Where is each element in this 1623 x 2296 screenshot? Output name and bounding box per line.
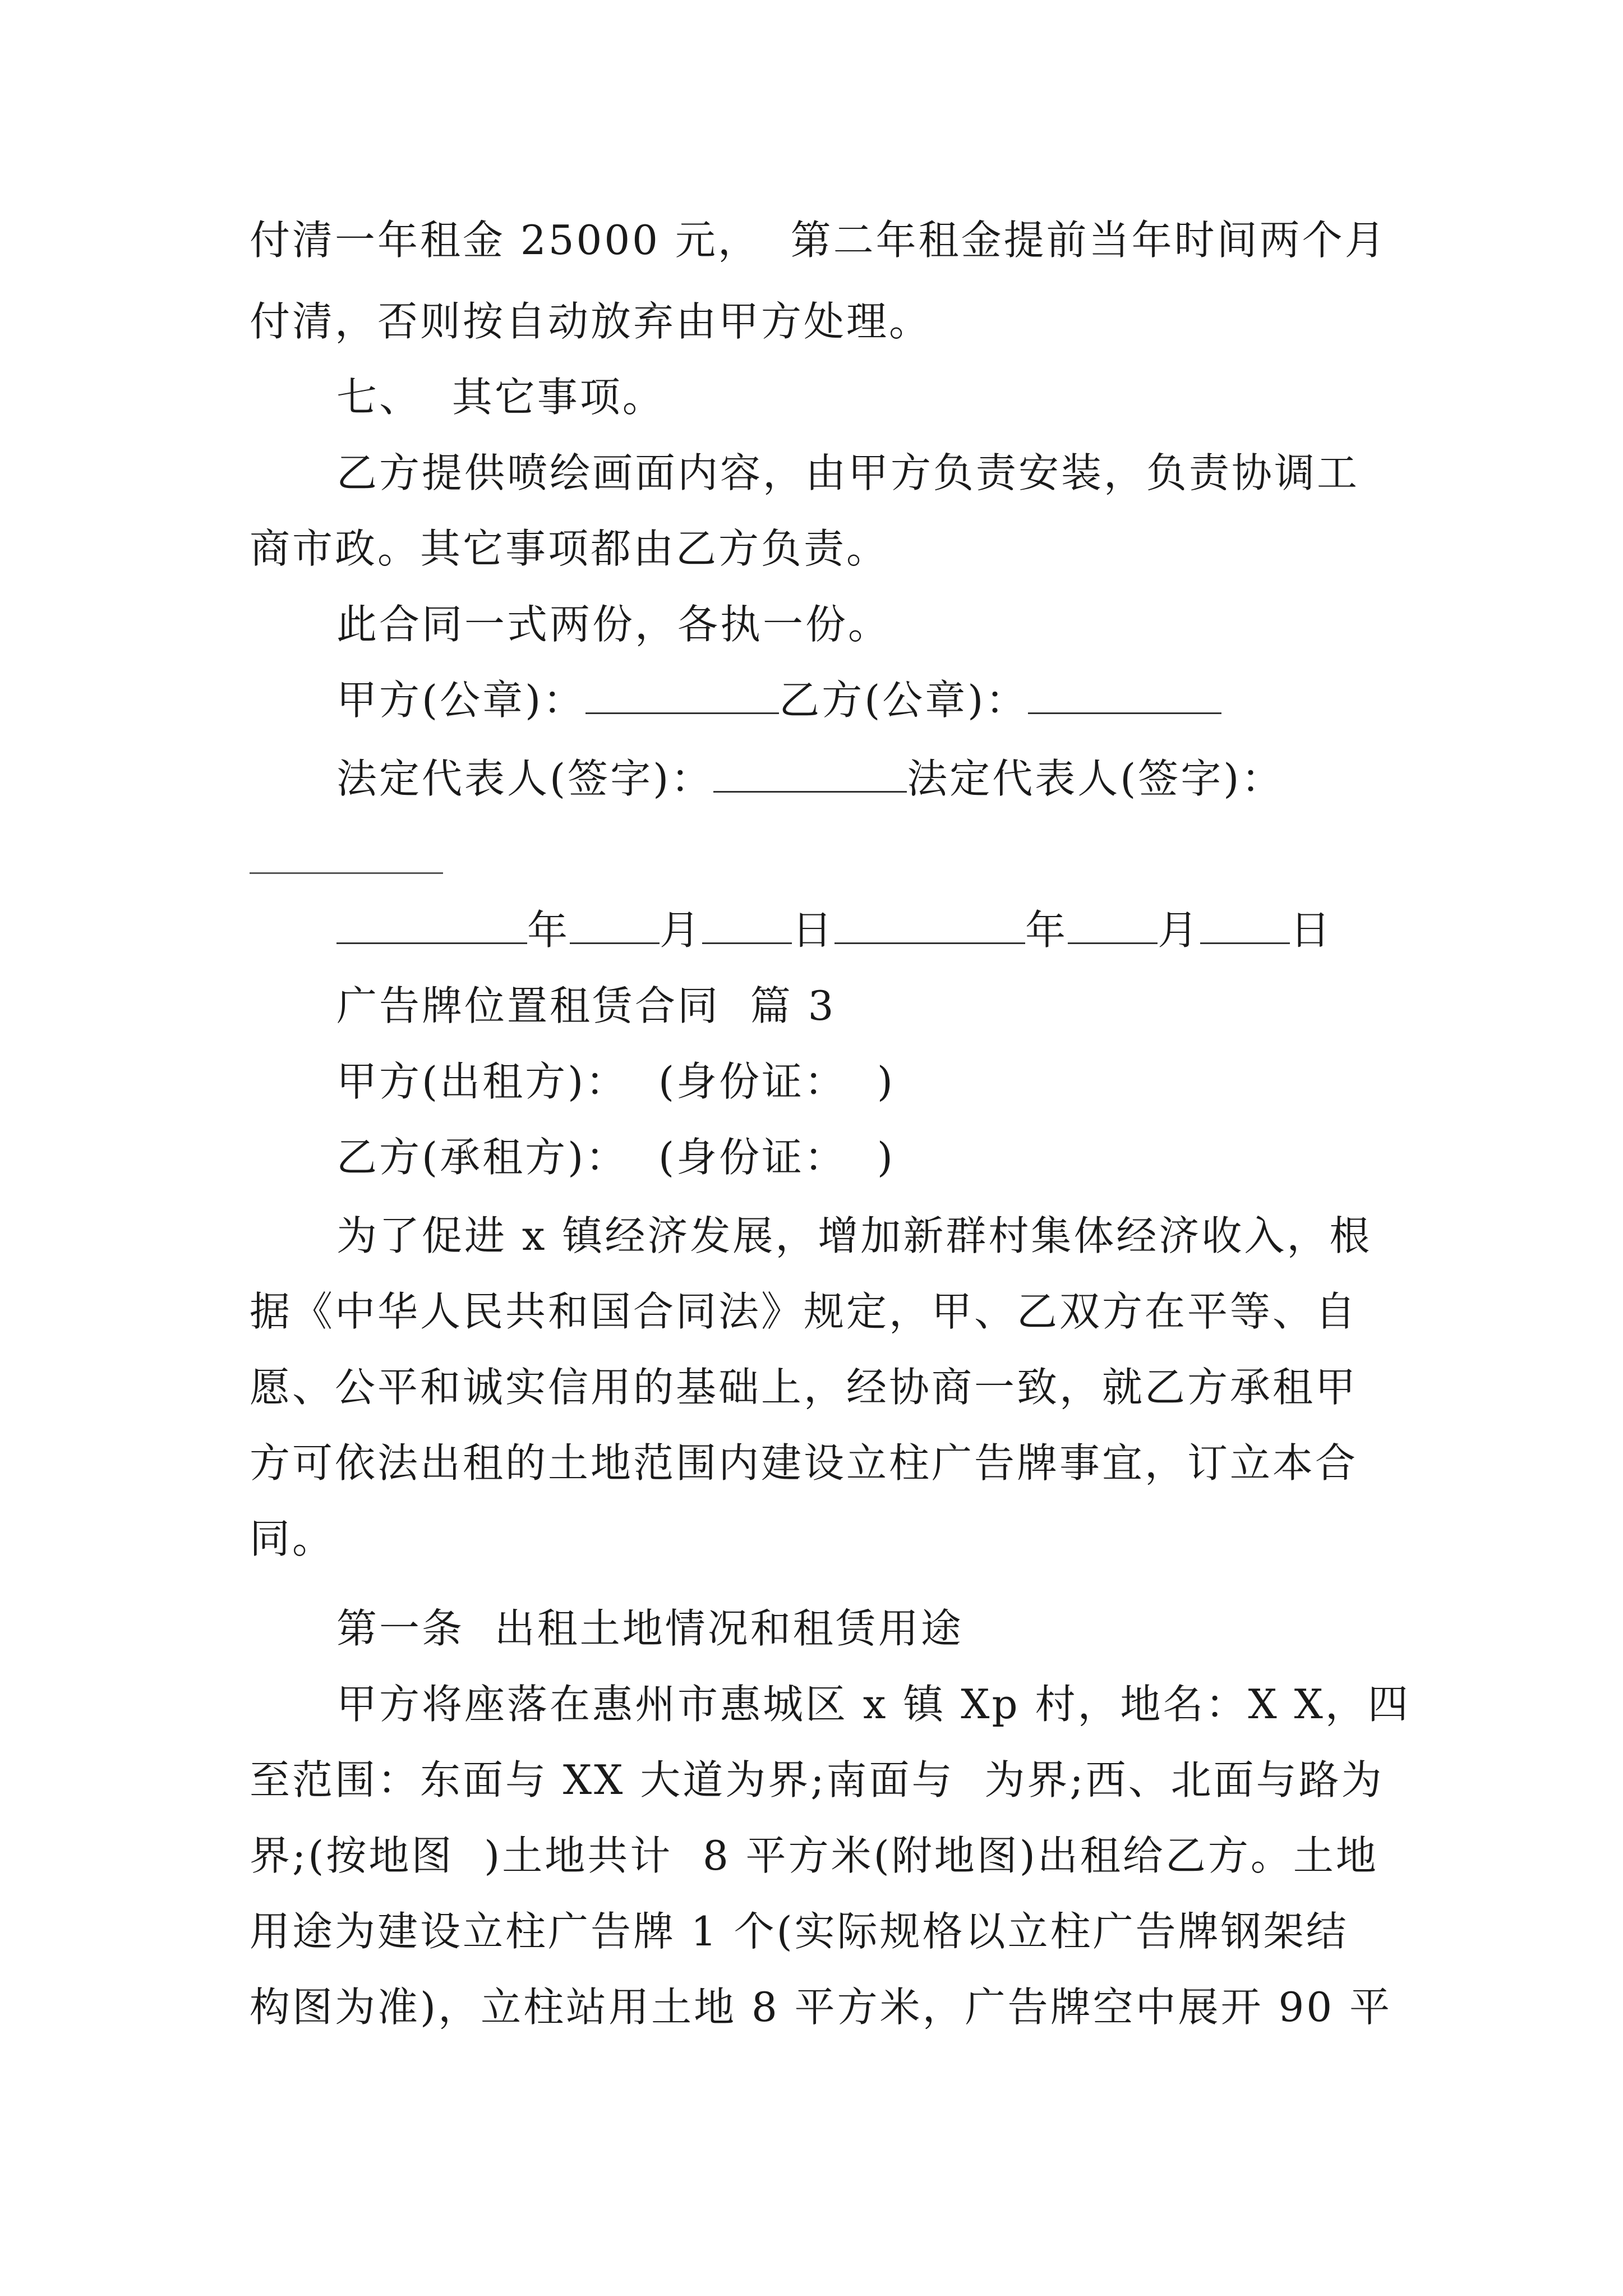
rep-a-blank (713, 789, 907, 793)
year-blank (834, 940, 1025, 944)
paragraph-line: 构图为准)，立柱站用土地 8 平方米，广告牌空中展开 90 平 (250, 1984, 1393, 2031)
paragraph-line: 付清，否则按自动放弃由甲方处理。 (250, 298, 932, 345)
party-b-seal-blank (1028, 710, 1221, 714)
party-b-line: 乙方(承租方)： (身份证： ) (336, 1134, 895, 1181)
paragraph-line: 商市政。其它事项都由乙方负责。 (250, 525, 889, 572)
year-label: 年 (1025, 907, 1068, 954)
seal-line (336, 673, 1221, 727)
day-label: 日 (1290, 907, 1333, 954)
paragraph-line: 据《中华人民共和国合同法》规定，甲、乙双方在平等、自 (250, 1288, 1358, 1335)
section-heading: 七、 其它事项。 (336, 374, 665, 421)
article-heading: 第一条 出租土地情况和租赁用途 (336, 1605, 963, 1652)
party-b-seal-label: 乙方(公章)： (779, 677, 1029, 724)
rep-a-label: 法定代表人(签字)： (336, 755, 714, 802)
paragraph-line: 同。 (250, 1515, 335, 1562)
paragraph-line: 方可依法出租的土地范围内建设立柱广告牌事宜，订立本合 (250, 1439, 1358, 1487)
paragraph-line: 甲方将座落在惠州市惠城区 x 镇 Xp 村，地名：X X，四 (336, 1681, 1410, 1728)
rep-b-label: 法定代表人(签字)： (907, 755, 1284, 802)
month-label: 月 (1158, 907, 1201, 954)
paragraph-line: 付清一年租金 25000 元， 第二年租金提前当年时间两个月 (250, 217, 1387, 264)
month-blank (1068, 940, 1158, 944)
paragraph-line: 用途为建设立柱广告牌 1 个(实际规格以立柱广告牌钢架结 (250, 1908, 1349, 1955)
year-blank (336, 940, 527, 944)
representative-line (336, 752, 1284, 806)
paragraph-line: 此合同一式两份，各执一份。 (336, 601, 891, 648)
date-line (336, 903, 1332, 957)
paragraph-line: 为了促进 x 镇经济发展，增加新群村集体经济收入，根 (336, 1212, 1372, 1259)
day-label: 日 (792, 907, 835, 954)
party-a-seal-label: 甲方(公章)： (336, 677, 586, 724)
paragraph-line: 乙方提供喷绘画面内容，由甲方负责安装，负责协调工 (336, 449, 1360, 496)
paragraph-line: 界;(按地图 )土地共计 8 平方米(附地图)出租给乙方。土地 (250, 1832, 1378, 1879)
party-a-line: 甲方(出租方)： (身份证： ) (336, 1058, 895, 1105)
party-a-seal-blank (585, 710, 779, 714)
rep-b-blank (250, 872, 443, 874)
month-label: 月 (660, 907, 703, 954)
paragraph-line: 至范围：东面与 XX 大道为界;南面与 为界;西、北面与路为 (250, 1756, 1384, 1803)
month-blank (570, 940, 660, 944)
contract-title: 广告牌位置租赁合同 篇 3 (336, 982, 836, 1029)
day-blank (702, 940, 792, 944)
day-blank (1200, 940, 1290, 944)
paragraph-line: 愿、公平和诚实信用的基础上，经协商一致，就乙方承租甲 (250, 1364, 1358, 1411)
year-label: 年 (527, 907, 570, 954)
